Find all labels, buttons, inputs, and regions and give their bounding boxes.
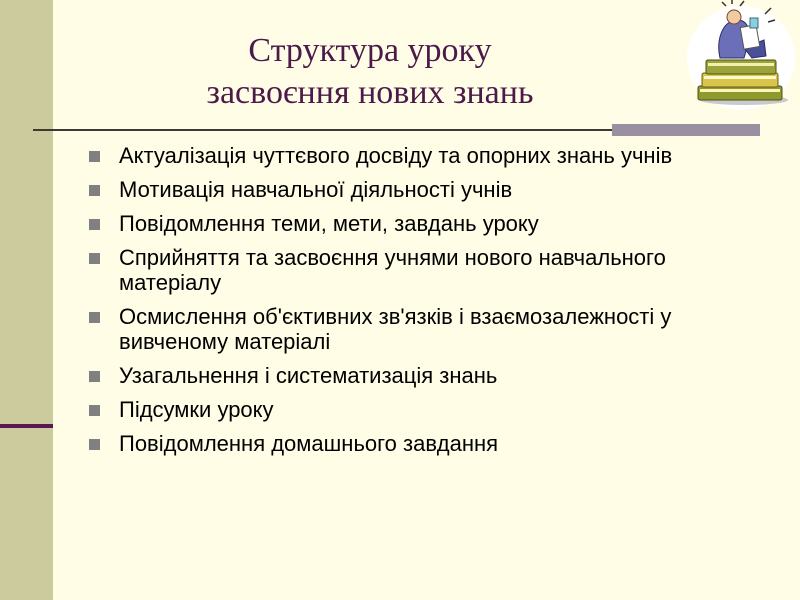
bullet-square-icon <box>89 151 100 162</box>
title-line-2: засвоєння нових знань <box>206 74 534 111</box>
list-item <box>88 177 748 202</box>
list-item-text: Повідомлення домашнього завдання <box>119 431 499 456</box>
lesson-structure-list <box>88 143 748 465</box>
list-item <box>88 397 748 422</box>
student-reading-on-books-icon <box>682 0 800 112</box>
list-item <box>88 245 748 295</box>
list-item-text: Повідомлення теми, мети, завдань уроку <box>119 211 539 236</box>
list-item <box>88 363 748 388</box>
left-accent-bar <box>0 424 53 428</box>
left-decorative-band <box>0 0 53 600</box>
list-item <box>88 211 748 236</box>
title-line-1: Структура уроку <box>248 32 492 69</box>
bullet-square-icon <box>89 312 100 323</box>
list-item <box>88 143 748 168</box>
list-item <box>88 304 748 354</box>
list-item-text: Сприйняття та засвоєння учнями нового навчального матеріалу <box>119 245 666 295</box>
bullet-square-icon <box>89 439 100 450</box>
bullet-square-icon <box>89 219 100 230</box>
list-item-text: Узагальнення і систематизація знань <box>119 363 498 388</box>
list-item-text: Осмислення об'єктивних зв'язків і взаємозалежності у вивченому матеріалі <box>119 304 672 354</box>
list-item <box>88 431 748 456</box>
bullet-square-icon <box>89 371 100 382</box>
slide-title <box>120 30 620 114</box>
bullet-square-icon <box>89 253 100 264</box>
bullet-square-icon <box>89 405 100 416</box>
list-item-text: Мотивація навчальної діяльності учнів <box>119 177 513 202</box>
list-item-text: Актуалізація чуттєвого досвіду та опорних знань учнів <box>119 143 673 168</box>
bullet-square-icon <box>89 185 100 196</box>
title-divider-accent <box>612 124 760 136</box>
list-item-text: Підсумки уроку <box>119 397 274 422</box>
